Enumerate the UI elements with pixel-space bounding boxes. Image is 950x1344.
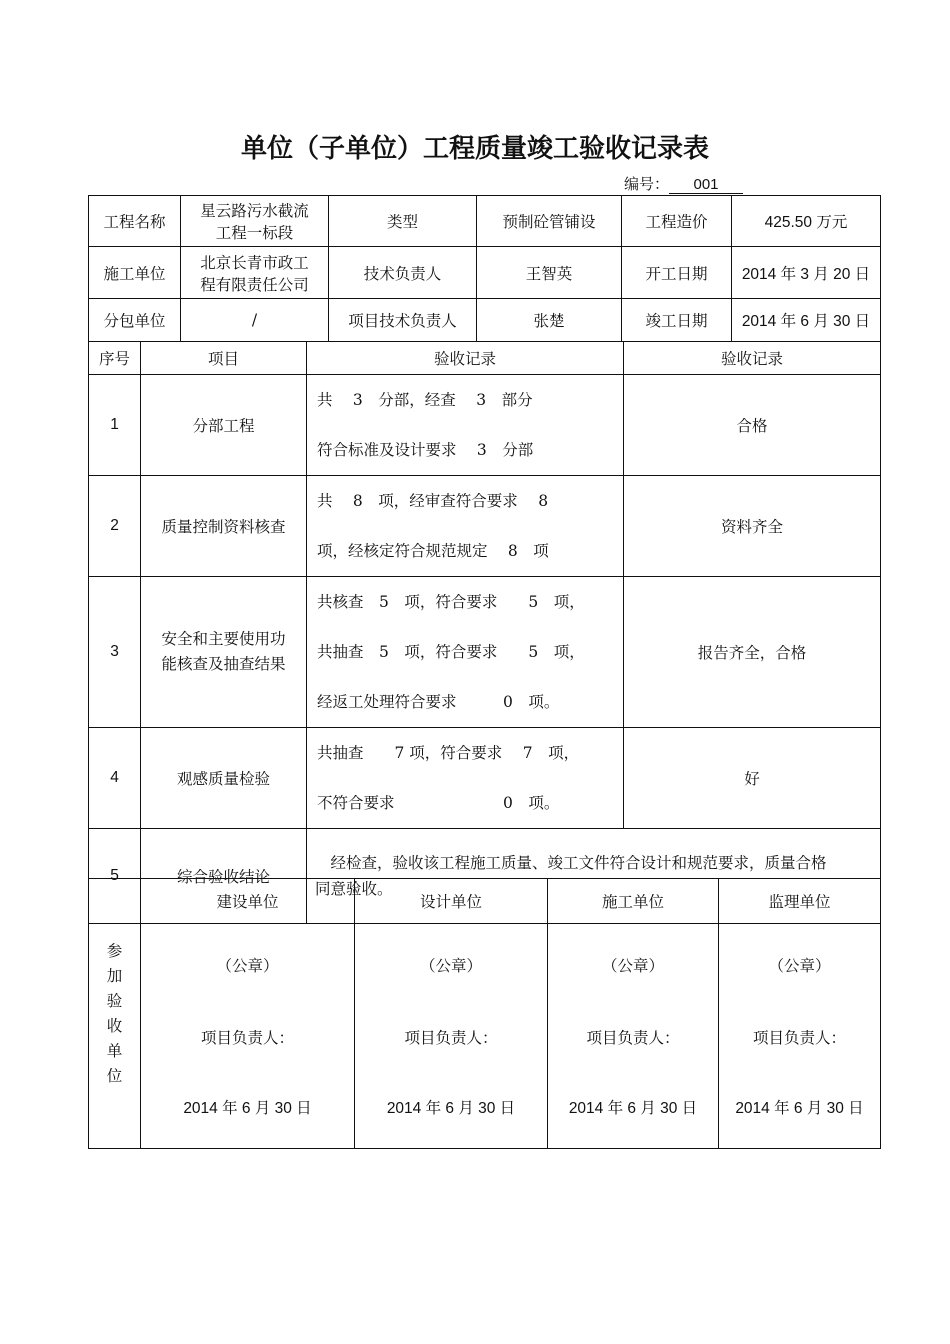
table-row <box>89 577 881 728</box>
participants-side-label: 参 加 验 收 单 位 <box>89 879 141 1149</box>
header-item: 项目 <box>141 342 307 375</box>
subcontractor-label: 分包单位 <box>89 299 181 342</box>
serial-label: 编号： <box>624 175 670 193</box>
table-row <box>89 728 881 829</box>
subcontractor-value: / <box>181 299 329 342</box>
table-row <box>89 375 881 476</box>
row-result: 资料齐全 <box>624 476 881 577</box>
header-record: 验收记录 <box>307 342 624 375</box>
project-name-label: 工程名称 <box>89 196 181 247</box>
start-date-value: 2014 年 3 月 20 日 <box>732 247 881 299</box>
page-title: 单位（子单位）工程质量竣工验收记录表 <box>240 134 709 164</box>
table-row <box>89 476 881 577</box>
project-info-table <box>88 195 881 342</box>
cost-label: 工程造价 <box>622 196 732 247</box>
row-item: 观感质量检验 <box>141 728 307 829</box>
row-no: 4 <box>89 728 141 829</box>
row-item: 质量控制资料核查 <box>141 476 307 577</box>
project-tech-lead-label: 项目技术负责人 <box>329 299 477 342</box>
end-date-label: 竣工日期 <box>622 299 732 342</box>
sign-block <box>719 924 881 1149</box>
header-no: 序号 <box>89 342 141 375</box>
row-record: 共 8 项，经审查符合要求 8 项，经核定符合规范规定 8 项 <box>307 476 624 577</box>
sign-block <box>355 924 548 1149</box>
project-tech-lead-value: 张楚 <box>477 299 622 342</box>
row-record: 共核查 5 项，符合要求 5 项， 共抽查 5 项，符合要求 5 项， 经返工处理符合要求 0 项。 <box>307 577 624 728</box>
serial-number <box>624 173 743 194</box>
start-date-label: 开工日期 <box>622 247 732 299</box>
serial-value: 001 <box>669 176 743 194</box>
unit-name-design: 设计单位 <box>355 879 548 924</box>
type-value: 预制砼管铺设 <box>477 196 622 247</box>
row-item: 分部工程 <box>141 375 307 476</box>
unit-name-contractor: 施工单位 <box>548 879 719 924</box>
sign-date: 2014 年 6 月 30 日 <box>568 1100 698 1117</box>
contractor-value: 北京长青市政工 程有限责任公司 <box>181 247 329 299</box>
row-result: 好 <box>624 728 881 829</box>
type-label: 类型 <box>329 196 477 247</box>
seal-label: （公章） <box>601 957 664 975</box>
project-name-value: 星云路污水截流 工程一标段 <box>181 196 329 247</box>
sign-date: 2014 年 6 月 30 日 <box>735 1100 864 1117</box>
row-no: 1 <box>89 375 141 476</box>
tech-lead-value: 王智英 <box>477 247 622 299</box>
conclusion-text: 经检查，验收该工程施工质量、竣工文件符合设计和规范要求，质量合格 同意验收。 <box>307 829 881 924</box>
row-item: 安全和主要使用功 能核查及抽查结果 <box>141 577 307 728</box>
person-label: 项目负责人： <box>586 1029 680 1047</box>
end-date-value: 2014 年 6 月 30 日 <box>732 299 881 342</box>
participants-table <box>88 878 881 1149</box>
row-record: 共抽查 7 项，符合要求 7 项， 不符合要求 0 项。 <box>307 728 624 829</box>
row-item: 综合验收结论 <box>141 829 307 924</box>
sign-block <box>548 924 719 1149</box>
row-no: 2 <box>89 476 141 577</box>
row-result: 报告齐全，合格 <box>624 577 881 728</box>
tech-lead-label: 技术负责人 <box>329 247 477 299</box>
row-result: 合格 <box>624 375 881 476</box>
row-no: 3 <box>89 577 141 728</box>
sign-block <box>141 924 355 1149</box>
row-no: 5 <box>89 829 141 924</box>
person-label: 项目负责人： <box>752 1029 846 1047</box>
sign-date: 2014 年 6 月 30 日 <box>183 1100 312 1117</box>
seal-label: （公章） <box>419 957 482 975</box>
seal-label: （公章） <box>768 957 831 975</box>
unit-name-supervision: 监理单位 <box>719 879 881 924</box>
unit-name-construction: 建设单位 <box>141 879 355 924</box>
person-label: 项目负责人： <box>200 1029 294 1047</box>
row-record: 共 3 分部，经查 3 部分 符合标准及设计要求 3 分部 <box>307 375 624 476</box>
person-label: 项目负责人： <box>404 1029 498 1047</box>
sign-date: 2014 年 6 月 30 日 <box>386 1100 516 1117</box>
contractor-label: 施工单位 <box>89 247 181 299</box>
acceptance-records-table <box>88 341 881 924</box>
header-result: 验收记录 <box>624 342 881 375</box>
cost-value: 425.50 万元 <box>732 196 881 247</box>
seal-label: （公章） <box>216 957 279 975</box>
